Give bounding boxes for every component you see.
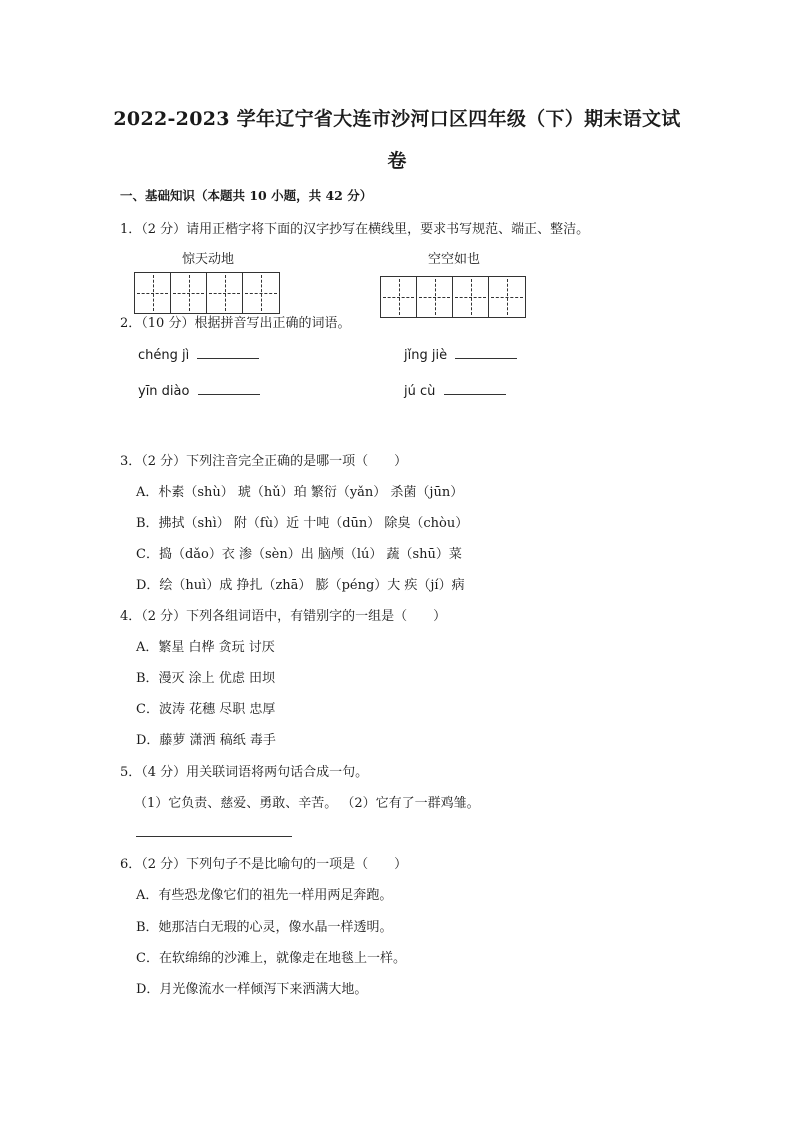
copy-word-1: 惊天动地 (181, 252, 234, 267)
pinyin-text: yīn diào (138, 384, 190, 399)
page-title-line2: 卷 (387, 150, 407, 172)
option-b[interactable]: B．她那洁白无瑕的心灵，像水晶一样透明。 (136, 920, 393, 935)
option-d[interactable]: D．月光像流水一样倾泻下来洒满大地。 (136, 982, 368, 997)
question-6: 6．（2 分）下列句子不是比喻句的一项是（ ） (120, 857, 408, 872)
question-5-sentences: （1）它负责、慈爱、勇敢、辛苦。 （2）它有了一群鸡雏。 (134, 796, 480, 811)
question-4: 4．（2 分）下列各组词语中，有错别字的一组是（ ） (120, 609, 447, 624)
grid-cell[interactable] (135, 273, 171, 313)
grid-cell[interactable] (453, 277, 489, 317)
grid-cell[interactable] (489, 277, 525, 317)
pinyin-item-4 (404, 382, 506, 399)
question-1: 1．（2 分）请用正楷字将下面的汉字抄写在横线里，要求书写规范、端正、整洁。 (120, 222, 590, 237)
answer-blank[interactable] (444, 382, 506, 395)
pinyin-text: chéng jì (138, 348, 190, 363)
section-heading: 一、基础知识（本题共 10 小题，共 42 分） (120, 188, 373, 203)
answer-blank[interactable] (197, 346, 259, 359)
pinyin-text: jǐng jiè (404, 348, 448, 363)
pinyin-text: jú cù (404, 384, 436, 399)
writing-grid-1[interactable] (134, 272, 280, 314)
option-a[interactable]: A．有些恐龙像它们的祖先一样用两足奔跑。 (136, 888, 393, 903)
option-d[interactable]: D．藤萝 潇洒 稿纸 毒手 (136, 733, 276, 748)
pinyin-item-2 (404, 346, 517, 363)
answer-blank[interactable] (198, 382, 260, 395)
option-c[interactable]: C．在软绵绵的沙滩上，就像走在地毯上一样。 (136, 951, 406, 966)
pinyin-item-3 (138, 382, 260, 399)
writing-grid-2[interactable] (380, 276, 526, 318)
grid-cell[interactable] (243, 273, 279, 313)
option-d[interactable]: D．绘（huì）成 挣扎（zhā） 膨（péng）大 疾（jí）病 (136, 578, 465, 593)
answer-line[interactable] (136, 836, 292, 837)
pinyin-item-1 (138, 346, 259, 363)
question-2: 2．（10 分）根据拼音写出正确的词语。 (120, 316, 351, 331)
copy-word-2: 空空如也 (427, 252, 480, 267)
grid-cell[interactable] (171, 273, 207, 313)
question-5: 5．（4 分）用关联词语将两句话合成一句。 (120, 765, 369, 780)
page-title-line1: 2022-2023 学年辽宁省大连市沙河口区四年级（下）期末语文试 (113, 108, 681, 130)
option-b[interactable]: B．拂拭（shì） 附（fù）近 十吨（dūn） 除臭（chòu） (136, 516, 469, 531)
answer-blank[interactable] (455, 346, 517, 359)
option-c[interactable]: C．捣（dǎo）衣 渗（sèn）出 脑颅（lú） 蔬（shū）菜 (136, 547, 462, 562)
option-a[interactable]: A．繁星 白桦 贪玩 讨厌 (136, 640, 275, 655)
grid-cell[interactable] (207, 273, 243, 313)
grid-cell[interactable] (381, 277, 417, 317)
question-3: 3．（2 分）下列注音完全正确的是哪一项（ ） (120, 454, 408, 469)
option-b[interactable]: B．漫灭 涂上 优虑 田坝 (136, 671, 275, 686)
option-c[interactable]: C．波涛 花穗 尽职 忠厚 (136, 702, 276, 717)
grid-cell[interactable] (417, 277, 453, 317)
option-a[interactable]: A．朴素（shù） 琥（hǔ）珀 繁衍（yǎn） 杀菌（jūn） (136, 485, 464, 500)
